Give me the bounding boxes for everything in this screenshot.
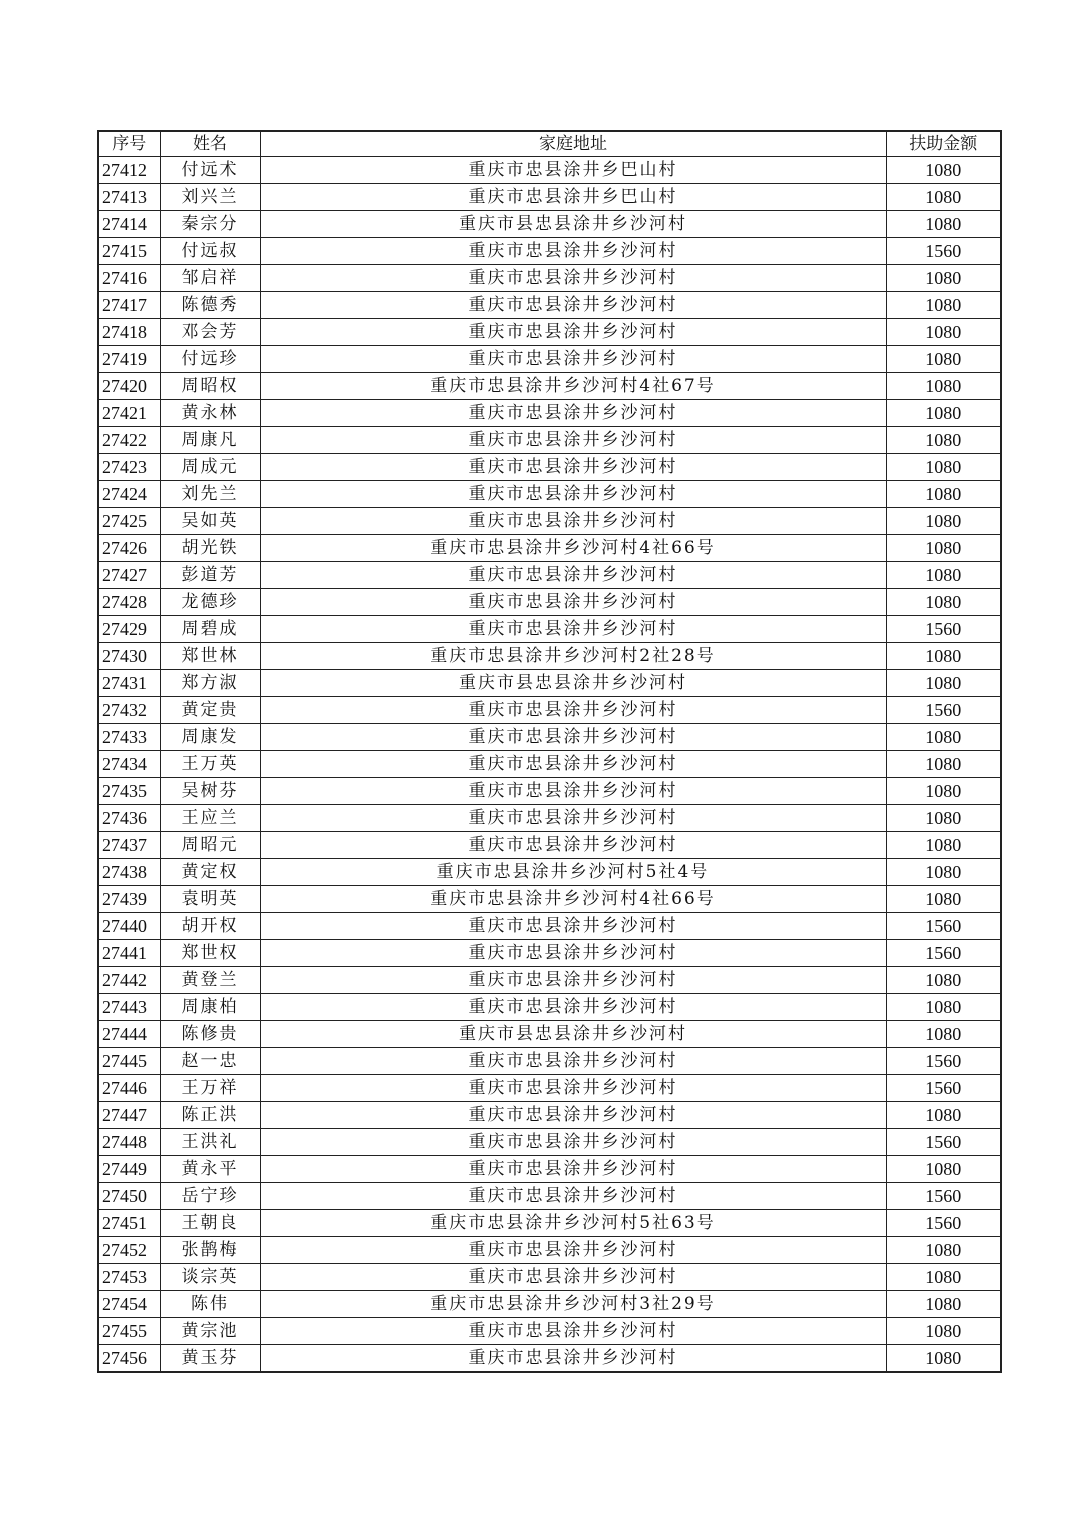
cell-address: 重庆市忠县涂井乡沙河村 <box>260 940 886 967</box>
cell-address: 重庆市忠县涂井乡沙河村 <box>260 346 886 373</box>
cell-amount: 1080 <box>886 589 1001 616</box>
cell-amount: 1080 <box>886 427 1001 454</box>
cell-name: 黄玉芬 <box>160 1345 260 1373</box>
table-row <box>98 238 1001 265</box>
cell-name: 周康发 <box>160 724 260 751</box>
cell-id: 27429 <box>98 616 160 643</box>
cell-name: 黄定贵 <box>160 697 260 724</box>
table-row <box>98 454 1001 481</box>
cell-name: 黄永平 <box>160 1156 260 1183</box>
cell-address: 重庆市忠县涂井乡沙河村4社66号 <box>260 886 886 913</box>
cell-name: 胡光铁 <box>160 535 260 562</box>
cell-id: 27430 <box>98 643 160 670</box>
cell-name: 王应兰 <box>160 805 260 832</box>
cell-address: 重庆市忠县涂井乡沙河村 <box>260 400 886 427</box>
cell-id: 27455 <box>98 1318 160 1345</box>
table-row <box>98 670 1001 697</box>
cell-name: 王万祥 <box>160 1075 260 1102</box>
table-row <box>98 589 1001 616</box>
cell-name: 黄定权 <box>160 859 260 886</box>
cell-amount: 1080 <box>886 184 1001 211</box>
cell-amount: 1080 <box>886 265 1001 292</box>
table-row <box>98 616 1001 643</box>
cell-id: 27453 <box>98 1264 160 1291</box>
cell-address: 重庆市忠县涂井乡沙河村 <box>260 427 886 454</box>
cell-address: 重庆市忠县涂井乡沙河村 <box>260 967 886 994</box>
cell-name: 周成元 <box>160 454 260 481</box>
cell-id: 27415 <box>98 238 160 265</box>
table-row <box>98 346 1001 373</box>
table-row <box>98 778 1001 805</box>
cell-id: 27432 <box>98 697 160 724</box>
cell-amount: 1080 <box>886 643 1001 670</box>
cell-id: 27451 <box>98 1210 160 1237</box>
cell-amount: 1560 <box>886 1075 1001 1102</box>
cell-id: 27413 <box>98 184 160 211</box>
cell-name: 郑方淑 <box>160 670 260 697</box>
cell-address: 重庆市忠县涂井乡沙河村 <box>260 1318 886 1345</box>
cell-name: 陈正洪 <box>160 1102 260 1129</box>
cell-amount: 1080 <box>886 400 1001 427</box>
cell-name: 付远术 <box>160 157 260 184</box>
cell-id: 27442 <box>98 967 160 994</box>
cell-name: 陈德秀 <box>160 292 260 319</box>
table-row <box>98 184 1001 211</box>
cell-address: 重庆市忠县涂井乡沙河村 <box>260 1048 886 1075</box>
cell-name: 王万英 <box>160 751 260 778</box>
cell-address: 重庆市忠县涂井乡沙河村 <box>260 562 886 589</box>
cell-address: 重庆市忠县涂井乡沙河村 <box>260 805 886 832</box>
cell-address: 重庆市忠县涂井乡沙河村 <box>260 319 886 346</box>
cell-amount: 1080 <box>886 319 1001 346</box>
cell-amount: 1080 <box>886 832 1001 859</box>
table-row <box>98 211 1001 238</box>
cell-id: 27443 <box>98 994 160 1021</box>
table-row <box>98 1075 1001 1102</box>
header-name: 姓名 <box>160 131 260 157</box>
table-row <box>98 1102 1001 1129</box>
cell-name: 郑世权 <box>160 940 260 967</box>
cell-name: 袁明英 <box>160 886 260 913</box>
cell-id: 27414 <box>98 211 160 238</box>
cell-name: 陈修贵 <box>160 1021 260 1048</box>
cell-id: 27422 <box>98 427 160 454</box>
cell-name: 周康凡 <box>160 427 260 454</box>
cell-id: 27419 <box>98 346 160 373</box>
table-row <box>98 508 1001 535</box>
cell-id: 27437 <box>98 832 160 859</box>
cell-id: 27449 <box>98 1156 160 1183</box>
cell-name: 吴如英 <box>160 508 260 535</box>
header-amount: 扶助金额 <box>886 131 1001 157</box>
cell-amount: 1080 <box>886 778 1001 805</box>
cell-name: 周碧成 <box>160 616 260 643</box>
cell-address: 重庆市忠县涂井乡沙河村 <box>260 751 886 778</box>
cell-address: 重庆市忠县涂井乡沙河村 <box>260 1237 886 1264</box>
cell-id: 27418 <box>98 319 160 346</box>
cell-address: 重庆市忠县涂井乡沙河村3社29号 <box>260 1291 886 1318</box>
table-row <box>98 1183 1001 1210</box>
cell-amount: 1080 <box>886 481 1001 508</box>
cell-address: 重庆市忠县涂井乡沙河村 <box>260 292 886 319</box>
cell-id: 27450 <box>98 1183 160 1210</box>
cell-name: 周康柏 <box>160 994 260 1021</box>
cell-amount: 1560 <box>886 1048 1001 1075</box>
cell-name: 刘兴兰 <box>160 184 260 211</box>
cell-amount: 1080 <box>886 454 1001 481</box>
cell-address: 重庆市忠县涂井乡沙河村5社4号 <box>260 859 886 886</box>
cell-amount: 1560 <box>886 697 1001 724</box>
cell-amount: 1080 <box>886 562 1001 589</box>
cell-id: 27454 <box>98 1291 160 1318</box>
cell-amount: 1080 <box>886 994 1001 1021</box>
cell-amount: 1080 <box>886 1021 1001 1048</box>
cell-amount: 1560 <box>886 616 1001 643</box>
table-row <box>98 535 1001 562</box>
cell-address: 重庆市忠县涂井乡沙河村5社63号 <box>260 1210 886 1237</box>
cell-address: 重庆市忠县涂井乡沙河村 <box>260 1156 886 1183</box>
cell-name: 陈伟 <box>160 1291 260 1318</box>
cell-address: 重庆市县忠县涂井乡沙河村 <box>260 1021 886 1048</box>
cell-id: 27426 <box>98 535 160 562</box>
cell-amount: 1560 <box>886 940 1001 967</box>
cell-amount: 1080 <box>886 508 1001 535</box>
header-id: 序号 <box>98 131 160 157</box>
cell-name: 黄宗池 <box>160 1318 260 1345</box>
cell-id: 27436 <box>98 805 160 832</box>
table-row <box>98 1237 1001 1264</box>
table-row <box>98 805 1001 832</box>
cell-address: 重庆市忠县涂井乡巴山村 <box>260 157 886 184</box>
cell-id: 27440 <box>98 913 160 940</box>
cell-amount: 1080 <box>886 724 1001 751</box>
cell-amount: 1080 <box>886 211 1001 238</box>
cell-address: 重庆市忠县涂井乡沙河村 <box>260 994 886 1021</box>
cell-id: 27441 <box>98 940 160 967</box>
table-row <box>98 1210 1001 1237</box>
cell-name: 龙德珍 <box>160 589 260 616</box>
cell-address: 重庆市忠县涂井乡沙河村4社67号 <box>260 373 886 400</box>
cell-address: 重庆市忠县涂井乡沙河村 <box>260 778 886 805</box>
table-row <box>98 481 1001 508</box>
cell-amount: 1560 <box>886 1183 1001 1210</box>
cell-amount: 1080 <box>886 1345 1001 1373</box>
table-row <box>98 1345 1001 1373</box>
cell-name: 吴树芬 <box>160 778 260 805</box>
cell-address: 重庆市忠县涂井乡沙河村4社66号 <box>260 535 886 562</box>
cell-address: 重庆市忠县涂井乡沙河村 <box>260 238 886 265</box>
cell-name: 刘先兰 <box>160 481 260 508</box>
table-row <box>98 427 1001 454</box>
cell-address: 重庆市县忠县涂井乡沙河村 <box>260 670 886 697</box>
cell-name: 岳宁珍 <box>160 1183 260 1210</box>
table-row <box>98 832 1001 859</box>
cell-id: 27425 <box>98 508 160 535</box>
cell-name: 张鹊梅 <box>160 1237 260 1264</box>
cell-id: 27438 <box>98 859 160 886</box>
cell-address: 重庆市忠县涂井乡沙河村 <box>260 832 886 859</box>
cell-amount: 1080 <box>886 346 1001 373</box>
cell-address: 重庆市忠县涂井乡沙河村 <box>260 1183 886 1210</box>
cell-id: 27428 <box>98 589 160 616</box>
table-row <box>98 373 1001 400</box>
cell-id: 27412 <box>98 157 160 184</box>
cell-amount: 1080 <box>886 886 1001 913</box>
cell-amount: 1080 <box>886 967 1001 994</box>
assistance-table <box>97 130 1002 1373</box>
table-row <box>98 292 1001 319</box>
cell-id: 27433 <box>98 724 160 751</box>
cell-address: 重庆市忠县涂井乡沙河村 <box>260 697 886 724</box>
cell-amount: 1080 <box>886 859 1001 886</box>
cell-amount: 1080 <box>886 805 1001 832</box>
cell-amount: 1080 <box>886 1156 1001 1183</box>
table-row <box>98 967 1001 994</box>
cell-amount: 1560 <box>886 913 1001 940</box>
cell-amount: 1080 <box>886 1318 1001 1345</box>
table-row <box>98 886 1001 913</box>
cell-id: 27423 <box>98 454 160 481</box>
cell-amount: 1560 <box>886 238 1001 265</box>
cell-name: 邹启祥 <box>160 265 260 292</box>
table-row <box>98 697 1001 724</box>
cell-address: 重庆市忠县涂井乡沙河村2社28号 <box>260 643 886 670</box>
cell-address: 重庆市忠县涂井乡沙河村 <box>260 589 886 616</box>
cell-id: 27448 <box>98 1129 160 1156</box>
cell-name: 王洪礼 <box>160 1129 260 1156</box>
table-row <box>98 643 1001 670</box>
cell-address: 重庆市忠县涂井乡沙河村 <box>260 1129 886 1156</box>
cell-name: 黄登兰 <box>160 967 260 994</box>
table-row <box>98 157 1001 184</box>
table-row <box>98 1264 1001 1291</box>
cell-address: 重庆市忠县涂井乡沙河村 <box>260 1102 886 1129</box>
cell-name: 郑世林 <box>160 643 260 670</box>
cell-amount: 1080 <box>886 1237 1001 1264</box>
table-row <box>98 751 1001 778</box>
cell-address: 重庆市忠县涂井乡巴山村 <box>260 184 886 211</box>
cell-name: 周昭元 <box>160 832 260 859</box>
cell-id: 27446 <box>98 1075 160 1102</box>
cell-name: 周昭权 <box>160 373 260 400</box>
table-row <box>98 859 1001 886</box>
table-row <box>98 562 1001 589</box>
table-row <box>98 319 1001 346</box>
cell-id: 27439 <box>98 886 160 913</box>
cell-id: 27447 <box>98 1102 160 1129</box>
cell-amount: 1080 <box>886 670 1001 697</box>
cell-amount: 1080 <box>886 535 1001 562</box>
cell-id: 27431 <box>98 670 160 697</box>
table-row <box>98 994 1001 1021</box>
cell-amount: 1080 <box>886 157 1001 184</box>
table-row <box>98 1129 1001 1156</box>
cell-amount: 1560 <box>886 1210 1001 1237</box>
table-row <box>98 1156 1001 1183</box>
table-row <box>98 1048 1001 1075</box>
cell-address: 重庆市县忠县涂井乡沙河村 <box>260 211 886 238</box>
cell-id: 27435 <box>98 778 160 805</box>
cell-amount: 1560 <box>886 1129 1001 1156</box>
cell-name: 赵一忠 <box>160 1048 260 1075</box>
cell-address: 重庆市忠县涂井乡沙河村 <box>260 1345 886 1373</box>
cell-amount: 1080 <box>886 751 1001 778</box>
table-row <box>98 913 1001 940</box>
cell-name: 付远珍 <box>160 346 260 373</box>
cell-amount: 1080 <box>886 1291 1001 1318</box>
cell-id: 27416 <box>98 265 160 292</box>
header-row <box>98 131 1001 157</box>
cell-name: 秦宗分 <box>160 211 260 238</box>
cell-name: 黄永林 <box>160 400 260 427</box>
cell-address: 重庆市忠县涂井乡沙河村 <box>260 1075 886 1102</box>
cell-id: 27421 <box>98 400 160 427</box>
table-row <box>98 1318 1001 1345</box>
cell-address: 重庆市忠县涂井乡沙河村 <box>260 724 886 751</box>
cell-id: 27456 <box>98 1345 160 1373</box>
table-row <box>98 1021 1001 1048</box>
cell-id: 27444 <box>98 1021 160 1048</box>
cell-name: 王朝良 <box>160 1210 260 1237</box>
cell-amount: 1080 <box>886 292 1001 319</box>
cell-address: 重庆市忠县涂井乡沙河村 <box>260 454 886 481</box>
table-row <box>98 940 1001 967</box>
cell-address: 重庆市忠县涂井乡沙河村 <box>260 265 886 292</box>
cell-address: 重庆市忠县涂井乡沙河村 <box>260 616 886 643</box>
cell-id: 27445 <box>98 1048 160 1075</box>
header-address: 家庭地址 <box>260 131 886 157</box>
table-row <box>98 400 1001 427</box>
cell-id: 27424 <box>98 481 160 508</box>
table-row <box>98 1291 1001 1318</box>
cell-name: 胡开权 <box>160 913 260 940</box>
cell-id: 27427 <box>98 562 160 589</box>
table-body <box>98 157 1001 1373</box>
cell-id: 27452 <box>98 1237 160 1264</box>
cell-id: 27417 <box>98 292 160 319</box>
cell-amount: 1080 <box>886 373 1001 400</box>
cell-name: 彭道芳 <box>160 562 260 589</box>
cell-amount: 1080 <box>886 1102 1001 1129</box>
cell-name: 邓会芳 <box>160 319 260 346</box>
table-header <box>98 131 1001 157</box>
cell-address: 重庆市忠县涂井乡沙河村 <box>260 481 886 508</box>
table-row <box>98 724 1001 751</box>
cell-address: 重庆市忠县涂井乡沙河村 <box>260 508 886 535</box>
cell-name: 付远叔 <box>160 238 260 265</box>
table-row <box>98 265 1001 292</box>
cell-address: 重庆市忠县涂井乡沙河村 <box>260 1264 886 1291</box>
cell-name: 谈宗英 <box>160 1264 260 1291</box>
cell-id: 27434 <box>98 751 160 778</box>
cell-id: 27420 <box>98 373 160 400</box>
cell-amount: 1080 <box>886 1264 1001 1291</box>
cell-address: 重庆市忠县涂井乡沙河村 <box>260 913 886 940</box>
